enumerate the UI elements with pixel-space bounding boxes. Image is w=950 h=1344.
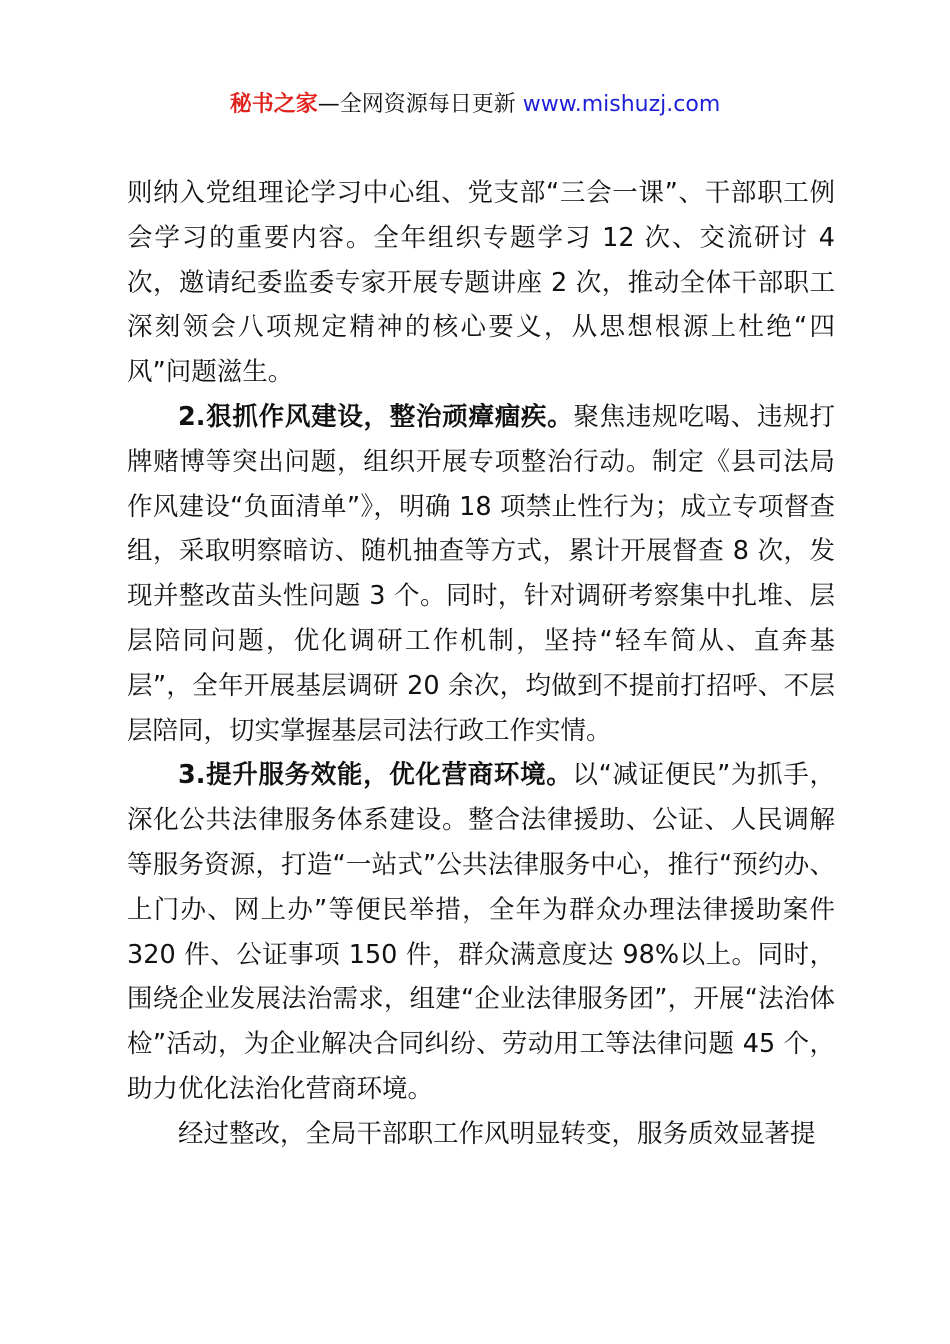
header-url[interactable]: www.mishuzj.com: [522, 92, 721, 117]
paragraph-3-text: 以“减证便民”为抓手，深化公共法律服务体系建设。整合法律援助、公证、人民调解等服务资源，打造“一站式”公共法律服务中心，推行“预约办、上门办、网上办”等便民举措，全年为群众办理法律援助案件 320 件、公证事项 150 件，群众满意度达 98%以上。同时，围绕企业发展法治需求，组建“企业法律服务团”，开展“法治体检”活动，为企业解决合同纠纷、劳动用工等法律问题 45 个，助力优化法治化营商环境。: [127, 760, 835, 1104]
paragraph-3: [127, 753, 835, 1111]
paragraph-4-text: 经过整改，全局干部职工作风明显转变，服务质效显著提: [178, 1118, 816, 1149]
paragraph-4: [127, 1112, 835, 1157]
brand-name: 秘书之家: [229, 92, 318, 117]
paragraph-2-text: 聚焦违规吃喝、违规打牌赌博等突出问题，组织开展专项整治行动。制定《县司法局作风建设“负面清单”》，明确 18 项禁止性行为；成立专项督查组，采取明察暗访、随机抽查等方式，累计开展督查 8 次，发现并整改苗头性问题 3 个。同时，针对调研考察集中扎堆、层层陪同问题，优化调研工作机制，坚持“轻车简从、直奔基层”，全年开展基层调研 20 余次，均做到不提前打招呼、不层层陪同，切实掌握基层司法行政工作实情。: [127, 401, 835, 746]
paragraph-2-heading: 2.狠抓作风建设，整治顽瘴痼疾。: [178, 401, 574, 432]
paragraph-1: [127, 171, 835, 395]
page-header: [0, 88, 950, 122]
document-body: [127, 171, 835, 1157]
paragraph-2: [127, 395, 835, 753]
paragraph-1-text: 则纳入党组理论学习中心组、党支部“三会一课”、干部职工例会学习的重要内容。全年组织专题学习 12 次、交流研讨 4 次，邀请纪委监委专家开展专题讲座 2 次，推动全体干部职工深刻领会八项规定精神的核心要义，从思想根源上杜绝“四风”问题滋生。: [127, 178, 835, 388]
paragraph-3-heading: 3.提升服务效能，优化营商环境。: [178, 760, 573, 791]
header-tagline: —全网资源每日更新: [317, 92, 523, 117]
